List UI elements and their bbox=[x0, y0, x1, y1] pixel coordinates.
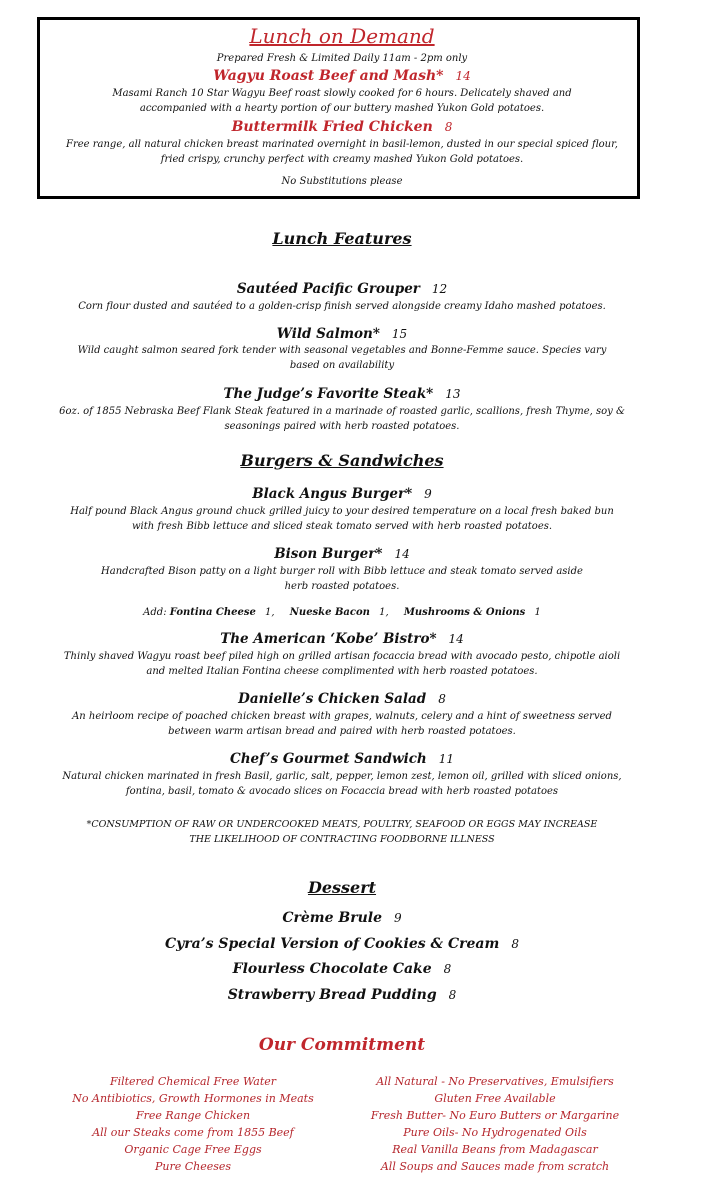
commitment-item: No Antibiotics, Growth Hormones in Meats bbox=[72, 1092, 314, 1105]
item-desc: accompanied with a hearty portion of our buttery mashed Yukon Gold potatoes. bbox=[139, 103, 545, 114]
commitment-item: Free Range Chicken bbox=[135, 1109, 251, 1122]
item-name: Flourless Chocolate Cake bbox=[232, 961, 432, 977]
item-desc: Corn flour dusted and sautéed to a golden-crisp finish served alongside creamy Idaho mashed potatoes. bbox=[78, 301, 606, 312]
item-name: Crème Brule bbox=[282, 910, 382, 926]
item-price: 8 bbox=[448, 988, 457, 1002]
menu-item bbox=[0, 690, 684, 708]
menu-item bbox=[0, 280, 684, 298]
item-name: Wagyu Roast Beef and Mash* bbox=[213, 68, 444, 84]
lunch-on-demand-subtitle: Prepared Fresh & Limited Daily 11am - 2pm only bbox=[216, 53, 468, 64]
menu-item bbox=[0, 630, 684, 648]
item-price: 8 bbox=[438, 692, 446, 706]
item-name: The Judge’s Favorite Steak* bbox=[223, 386, 434, 402]
item-desc: herb roasted potatoes. bbox=[284, 581, 400, 592]
item-price: 14 bbox=[455, 69, 471, 83]
no-substitutions-note: No Substitutions please bbox=[281, 176, 403, 187]
item-name: Buttermilk Fried Chicken bbox=[231, 119, 433, 135]
item-price: 9 bbox=[394, 911, 402, 925]
commitment-item: Gluten Free Available bbox=[434, 1092, 556, 1105]
item-price: 13 bbox=[445, 387, 461, 401]
commitment-item: All Soups and Sauces made from scratch bbox=[380, 1160, 610, 1173]
addon-name: Mushrooms & Onions bbox=[403, 607, 526, 618]
health-warning: THE LIKELIHOOD OF CONTRACTING FOODBORNE ILLNESS bbox=[189, 834, 495, 845]
item-desc: between warm artisan bread and paired with herb roasted potatoes. bbox=[168, 726, 516, 737]
item-desc: and melted Italian Fontina cheese complimented with herb roasted potatoes. bbox=[146, 666, 538, 677]
item-desc: Natural chicken marinated in fresh Basil, garlic, salt, pepper, lemon zest, lemon oil, grilled with sliced onions, bbox=[62, 771, 622, 782]
commitment-item: Organic Cage Free Eggs bbox=[124, 1143, 262, 1156]
item-desc: Thinly shaved Wagyu roast beef piled high on grilled artisan focaccia bread with avocado pesto, chipotle aioli bbox=[63, 651, 621, 662]
commitment-item: All our Steaks come from 1855 Beef bbox=[92, 1126, 294, 1139]
menu-item bbox=[0, 385, 684, 403]
addons-label: Add: bbox=[143, 607, 167, 618]
item-name: Black Angus Burger* bbox=[252, 486, 413, 502]
item-name: Danielle’s Chicken Salad bbox=[238, 691, 427, 707]
item-name: The American ‘Kobe’ Bistro* bbox=[220, 631, 437, 647]
commitment-right-list bbox=[335, 1073, 655, 1175]
burgers-heading: Burgers & Sandwiches bbox=[240, 451, 444, 470]
item-desc: Half pound Black Angus ground chuck grilled juicy to your desired temperature on a local fresh baked bun bbox=[70, 506, 614, 517]
commitment-item: Real Vanilla Beans from Madagascar bbox=[392, 1143, 598, 1156]
dessert-item bbox=[0, 985, 684, 1005]
commitment-item: All Natural - No Preservatives, Emulsifiers bbox=[376, 1075, 614, 1088]
item-price: 8 bbox=[511, 937, 519, 951]
menu-item-wagyu bbox=[0, 67, 684, 85]
item-price: 14 bbox=[394, 547, 410, 561]
commitment-item: Fresh Butter- No Euro Butters or Margarine bbox=[370, 1109, 620, 1122]
item-price: 14 bbox=[448, 632, 464, 646]
item-price: 8 bbox=[444, 120, 453, 134]
addon-price: 1, bbox=[379, 607, 389, 618]
item-price: 11 bbox=[438, 752, 455, 766]
item-name: Cyra’s Special Version of Cookies & Cream bbox=[165, 936, 500, 952]
item-price: 9 bbox=[424, 487, 432, 501]
menu-item bbox=[0, 545, 684, 563]
commitment-item: Pure Oils- No Hydrogenated Oils bbox=[403, 1126, 587, 1139]
item-price: 15 bbox=[391, 327, 408, 341]
item-name: Bison Burger* bbox=[274, 546, 383, 562]
dessert-item bbox=[0, 959, 684, 979]
item-desc: An heirloom recipe of poached chicken breast with grapes, walnuts, celery and a hint of sweetness served bbox=[72, 711, 612, 722]
lunch-on-demand-title: Lunch on Demand bbox=[249, 24, 435, 48]
addon-name: Nueske Bacon bbox=[289, 607, 370, 618]
commitment-left-list bbox=[33, 1073, 353, 1175]
item-desc: Handcrafted Bison patty on a light burger roll with Bibb lettuce and steak tomato served aside bbox=[101, 566, 583, 577]
item-desc: with fresh Bibb lettuce and sliced steak tomato served with herb roasted potatoes. bbox=[131, 521, 553, 532]
item-desc: fried crispy, crunchy perfect with creamy mashed Yukon Gold potatoes. bbox=[160, 154, 524, 165]
item-desc: Wild caught salmon seared fork tender with seasonal vegetables and Bonne-Femme sauce. Species vary bbox=[77, 345, 607, 356]
item-price: 8 bbox=[443, 962, 452, 976]
menu-item bbox=[0, 485, 684, 503]
lunch-features-heading: Lunch Features bbox=[272, 229, 412, 248]
addon-name: Fontina Cheese bbox=[169, 607, 256, 618]
addon-price: 1 bbox=[534, 607, 541, 618]
addons-line bbox=[0, 605, 684, 621]
health-warning: *CONSUMPTION OF RAW OR UNDERCOOKED MEATS, POULTRY, SEAFOOD OR EGGS MAY INCREASE bbox=[86, 819, 598, 830]
item-name: Chef’s Gourmet Sandwich bbox=[229, 751, 427, 767]
menu-item bbox=[0, 750, 684, 768]
menu-item-buttermilk-chicken bbox=[0, 118, 684, 136]
dessert-item bbox=[0, 934, 684, 954]
item-price: 12 bbox=[431, 282, 448, 296]
commitment-item: Pure Cheeses bbox=[154, 1160, 232, 1173]
dessert-heading: Dessert bbox=[307, 878, 377, 897]
item-desc: 6oz. of 1855 Nebraska Beef Flank Steak featured in a marinade of roasted garlic, scallions, fresh Thyme, soy & bbox=[59, 406, 625, 417]
item-desc: based on availability bbox=[289, 360, 395, 371]
item-desc: fontina, basil, tomato & avocado slices on Focaccia bread with herb roasted potatoes bbox=[125, 786, 559, 797]
dessert-item bbox=[0, 908, 684, 928]
commitment-heading: Our Commitment bbox=[258, 1035, 426, 1055]
addon-price: 1, bbox=[265, 607, 275, 618]
item-desc: Free range, all natural chicken breast marinated overnight in basil-lemon, dusted in our special spiced flour, bbox=[66, 139, 618, 150]
menu-item bbox=[0, 325, 684, 343]
item-name: Sautéed Pacific Grouper bbox=[236, 281, 420, 297]
commitment-item: Filtered Chemical Free Water bbox=[109, 1075, 277, 1088]
item-desc: Masami Ranch 10 Star Wagyu Beef roast slowly cooked for 6 hours. Delicately shaved and bbox=[112, 88, 572, 99]
item-desc: seasonings paired with herb roasted potatoes. bbox=[224, 421, 460, 432]
item-name: Strawberry Bread Pudding bbox=[227, 987, 437, 1003]
item-name: Wild Salmon* bbox=[276, 326, 380, 342]
